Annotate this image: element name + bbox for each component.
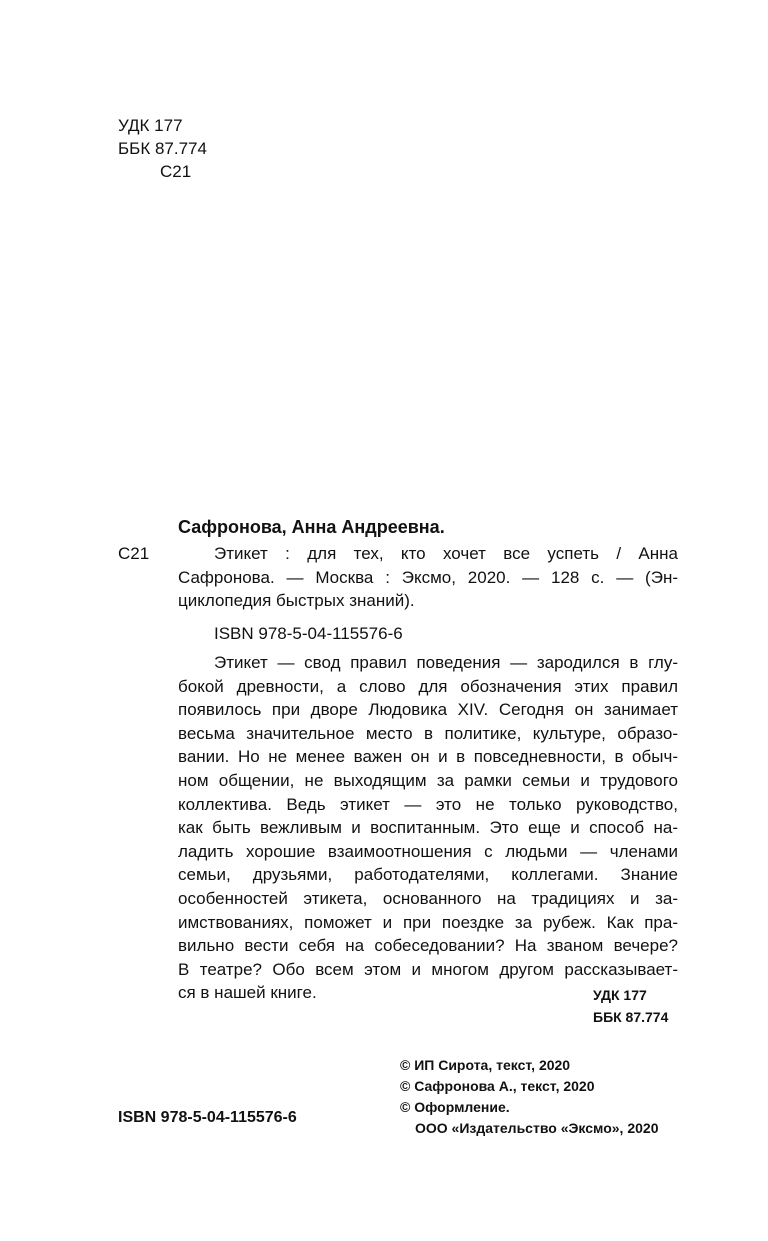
- copyright-line: © Оформление.: [400, 1099, 510, 1115]
- classification-codes-bottom: [593, 984, 668, 1028]
- entry-line: Сафронова. — Москва : Эксмо, 2020. — 128 с. — (Эн-: [178, 567, 678, 587]
- annotation-line: вании. Но не менее важен он и в повседневности, в обыч-: [178, 747, 678, 767]
- entry-author-mark: С21: [118, 544, 150, 563]
- annotation-line: появилось при дворе Людовика XIV. Сегодня он занимает: [178, 700, 678, 720]
- annotation-line: В театре? Обо всем этом и многом другом рассказывает-: [178, 959, 678, 979]
- udk-code-bottom: УДК 177: [593, 987, 647, 1003]
- bbk-code: ББК 87.774: [118, 139, 207, 158]
- annotation-line: Этикет — свод правил поведения — зародился в глу-: [214, 653, 678, 672]
- author-mark-code: С21: [160, 162, 192, 181]
- annotation-line: особенностей этикета, основанного на традициях и за-: [178, 888, 678, 908]
- udk-code: УДК 177: [118, 116, 183, 135]
- author-heading: Сафронова, Анна Андреевна.: [178, 517, 445, 537]
- bibliographic-entry: [178, 542, 678, 613]
- copyright-line: © ИП Сирота, текст, 2020: [400, 1057, 571, 1073]
- copyright-block: [400, 1055, 658, 1139]
- bbk-code-bottom: ББК 87.774: [593, 1009, 669, 1025]
- classification-codes-top: [118, 114, 207, 183]
- entry-line: Этикет : для тех, кто хочет все успеть / Анна: [214, 544, 678, 563]
- annotation-line: семьи, друзьями, работодателями, коллегами. Знание: [178, 865, 678, 885]
- isbn-bottom: ISBN 978-5-04-115576-6: [118, 1109, 297, 1126]
- annotation-line: бокой древности, а слово для обозначения этих правил: [178, 676, 678, 696]
- copyright-line: © Сафронова А., текст, 2020: [400, 1078, 595, 1094]
- annotation-line: ном общении, не выходящим за рамки семьи и трудового: [178, 770, 678, 790]
- annotation-line: весьма значительное место в политике, культуре, образо-: [178, 723, 678, 743]
- annotation-line: ся в нашей книге.: [178, 983, 317, 1003]
- annotation-line: коллектива. Ведь этикет — это не только руководство,: [178, 794, 678, 814]
- annotation-text: [178, 651, 678, 1005]
- annotation-line: как быть вежливым и воспитанным. Это еще и способ на-: [178, 818, 678, 838]
- entry-line: циклопедия быстрых знаний).: [178, 591, 415, 610]
- annotation-line: ладить хорошие взаимоотношения с людьми — членами: [178, 841, 678, 861]
- annotation-line: вильно вести себя на собеседовании? На званом вечере?: [178, 936, 678, 956]
- annotation-line: имствованиях, поможет и при поездке за рубеж. Как пра-: [178, 912, 678, 932]
- copyright-publisher: ООО «Издательство «Эксмо», 2020: [415, 1120, 659, 1136]
- entry-isbn: ISBN 978-5-04-115576-6: [214, 624, 403, 643]
